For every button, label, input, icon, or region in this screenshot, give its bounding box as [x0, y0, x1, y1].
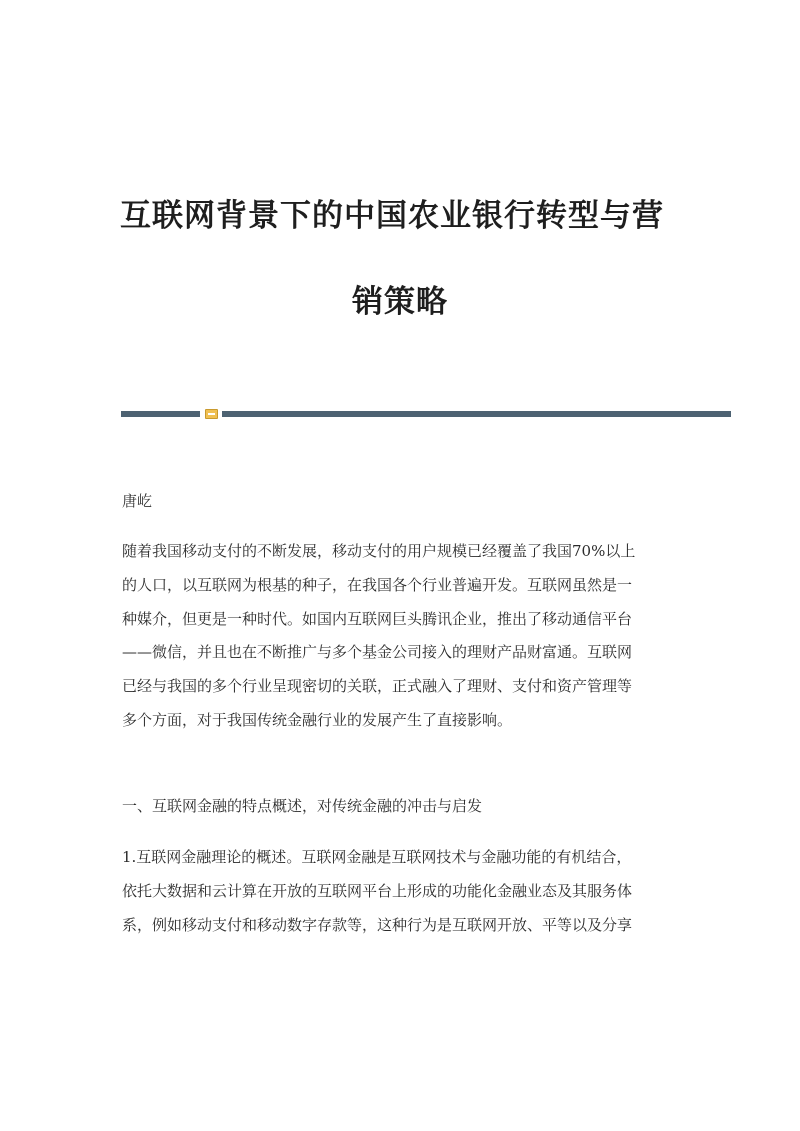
intro-paragraph: [122, 535, 678, 738]
paragraph-line: 随着我国移动支付的不断发展，移动支付的用户规模已经覆盖了我国70%以上: [122, 542, 636, 560]
divider-bar-left: [121, 411, 200, 417]
paragraph-line: 已经与我国的多个行业呈现密切的关联，正式融入了理财、支付和资产管理等: [122, 677, 633, 696]
divider-bar-right: [222, 411, 731, 417]
document-title-line-1: 互联网背景下的中国农业银行转型与营: [120, 198, 664, 234]
paragraph-line: 1.互联网金融理论的概述。互联网金融是互联网技术与金融功能的有机结合，: [122, 848, 632, 866]
paragraph-line: 多个方面，对于我国传统金融行业的发展产生了直接影响。: [122, 710, 513, 729]
section-heading-1: [122, 790, 678, 824]
title-divider: [121, 409, 731, 417]
paragraph-line: 依托大数据和云计算在开放的互联网平台上形成的功能化金融业态及其服务体: [122, 881, 633, 900]
document-title-line-2: 销策略: [352, 284, 448, 320]
divider-badge-icon: [205, 409, 218, 419]
paragraph-line: 种媒介，但更是一种时代。如国内互联网巨头腾讯企业，推出了移动通信平台: [122, 609, 633, 628]
section-heading-text: 一、互联网金融的特点概述，对传统金融的冲击与启发: [122, 797, 483, 815]
paragraph-line: ——微信，并且也在不断推广与多个基金公司接入的理财产品财富通。互联网: [122, 643, 633, 662]
section-paragraph: [122, 841, 678, 942]
paragraph-line: 的人口，以互联网为根基的种子，在我国各个行业普遍开发。互联网虽然是一: [122, 575, 633, 594]
paragraph-line: 系，例如移动支付和移动数字存款等，这种行为是互联网开放、平等以及分享: [122, 915, 633, 934]
author-name: 唐屹: [122, 492, 153, 510]
